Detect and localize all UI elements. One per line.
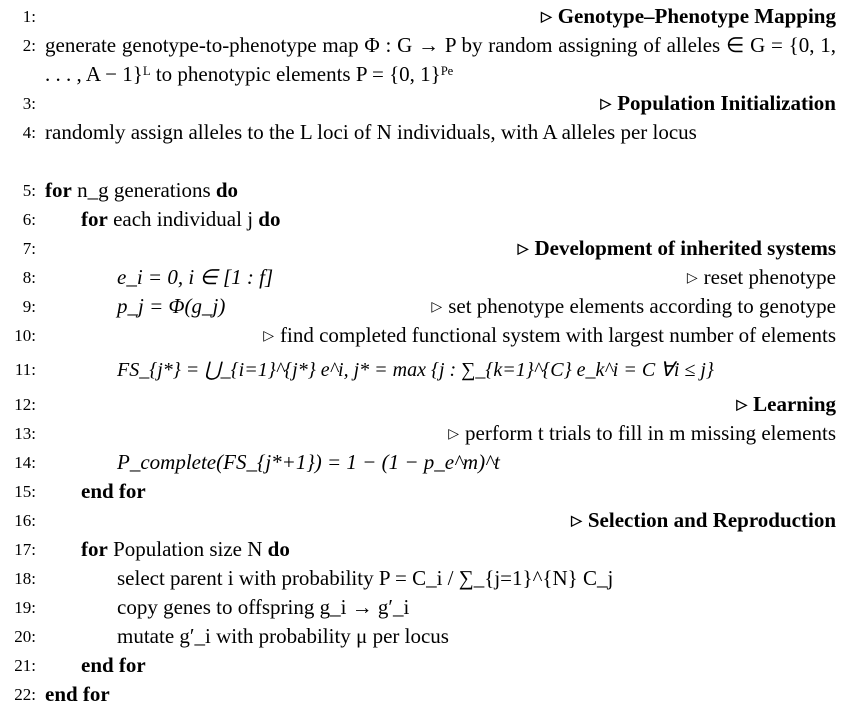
end-for-keyword: end for [45,682,110,706]
line-number: 3: [22,94,36,113]
line-number: 10: [14,326,36,345]
line-number: 11: [14,360,36,379]
statement-text: generate genotype-to-phenotype map Φ : G → P by random assigning of alleles ∈ G = {0, 1, . . . , A − 1}ᴸ to phenotypic elements P = {0, 1}ᴾᵉ [45,33,836,86]
statement-text: for Population size N do [81,537,290,561]
algorithm-line-16 [0,506,846,535]
comment-triangle-icon: ▷ [686,271,698,286]
algorithm-line-15 [0,477,846,506]
end-for-keyword: end for [81,479,146,503]
line-number: 18: [14,569,36,588]
comment-triangle-icon: ▷ [600,97,612,112]
comment-triangle-icon: ▷ [571,514,582,529]
line-number: 4: [22,123,36,142]
algorithm-line-10 [0,321,846,350]
comment-triangle-icon: ▷ [431,300,443,315]
line-number: 15: [14,482,36,501]
line-number: 16: [14,511,36,530]
algorithm-line-7 [0,234,846,263]
statement-text: e_i = 0, i ∈ [1 : f] [117,265,274,289]
line-number: 17: [14,540,36,559]
statement-text: copy genes to offspring g_i → g′_i [117,595,410,619]
comment-triangle-icon: ▷ [736,398,748,413]
algorithm-line-18 [0,564,846,593]
statement-text: select parent i with probability P = C_i / ∑_{j=1}^{N} C_j [117,566,614,590]
algorithm-line-22 [0,680,846,709]
inline-comment: ▷ reset phenotype [686,265,836,289]
algorithm-line-21 [0,651,846,680]
inline-comment: ▷ find completed functional system with largest number of elements [263,323,836,347]
inline-comment: ▷ set phenotype elements according to genotype [431,294,836,318]
statement-text: FS_{j*} = ⋃_{i=1}^{j*} e^i, j* = max {j : ∑_{k=1}^{C} e_k^i = C ∀i ≤ j} [117,359,714,381]
statement-text: P_complete(FS_{j*+1}) = 1 − (1 − p_e^m)^t [117,450,500,474]
algorithm-line-2 [0,31,846,89]
algorithm-line-12 [0,390,846,419]
algorithm-line-4 [0,118,846,176]
comment-triangle-icon: ▷ [448,427,460,442]
statement-text: mutate g′_i with probability μ per locus [117,624,449,648]
algorithm-line-19 [0,593,846,622]
comment-triangle-icon: ▷ [540,10,552,25]
statement-text: p_j = Φ(g_j) [117,294,226,318]
statement-text: for each individual j do [81,207,281,231]
algorithm-line-20 [0,622,846,651]
line-number: 20: [14,627,36,646]
line-number: 22: [14,685,36,704]
line-number: 2: [22,36,36,55]
line-number: 12: [14,395,36,414]
algorithm-line-1 [0,2,846,31]
algorithm-line-13 [0,419,846,448]
section-comment: ▷ Genotype–Phenotype Mapping [540,4,836,28]
line-number: 13: [14,424,36,443]
algorithm-line-9 [0,292,846,321]
line-number: 14: [14,453,36,472]
statement-text: for n_g generations do [45,178,239,202]
line-number: 8: [22,268,36,287]
line-number: 1: [22,7,36,26]
line-number: 5: [22,181,36,200]
algorithm-line-8 [0,263,846,292]
algorithm-line-5 [0,176,846,205]
inline-comment: ▷ perform t trials to fill in m missing elements [448,421,836,445]
algorithm-line-11 [0,350,846,390]
line-number: 7: [22,239,36,258]
line-number: 21: [14,656,36,675]
line-number: 19: [14,598,36,617]
comment-triangle-icon: ▷ [517,242,529,257]
statement-text: randomly assign alleles to the L loci of N individuals, with A alleles per locus [45,120,697,144]
algorithm-line-6 [0,205,846,234]
algorithm-line-3 [0,89,846,118]
section-comment: ▷ Development of inherited systems [517,236,836,260]
end-for-keyword: end for [81,653,146,677]
algorithm-line-17 [0,535,846,564]
section-comment: ▷ Learning [736,392,836,416]
comment-triangle-icon: ▷ [263,329,275,344]
algorithm-line-14 [0,448,846,477]
line-number: 6: [22,210,36,229]
section-comment: ▷ Population Initialization [600,91,836,115]
section-comment: ▷ Selection and Reproduction [571,508,836,532]
line-number: 9: [22,297,36,316]
